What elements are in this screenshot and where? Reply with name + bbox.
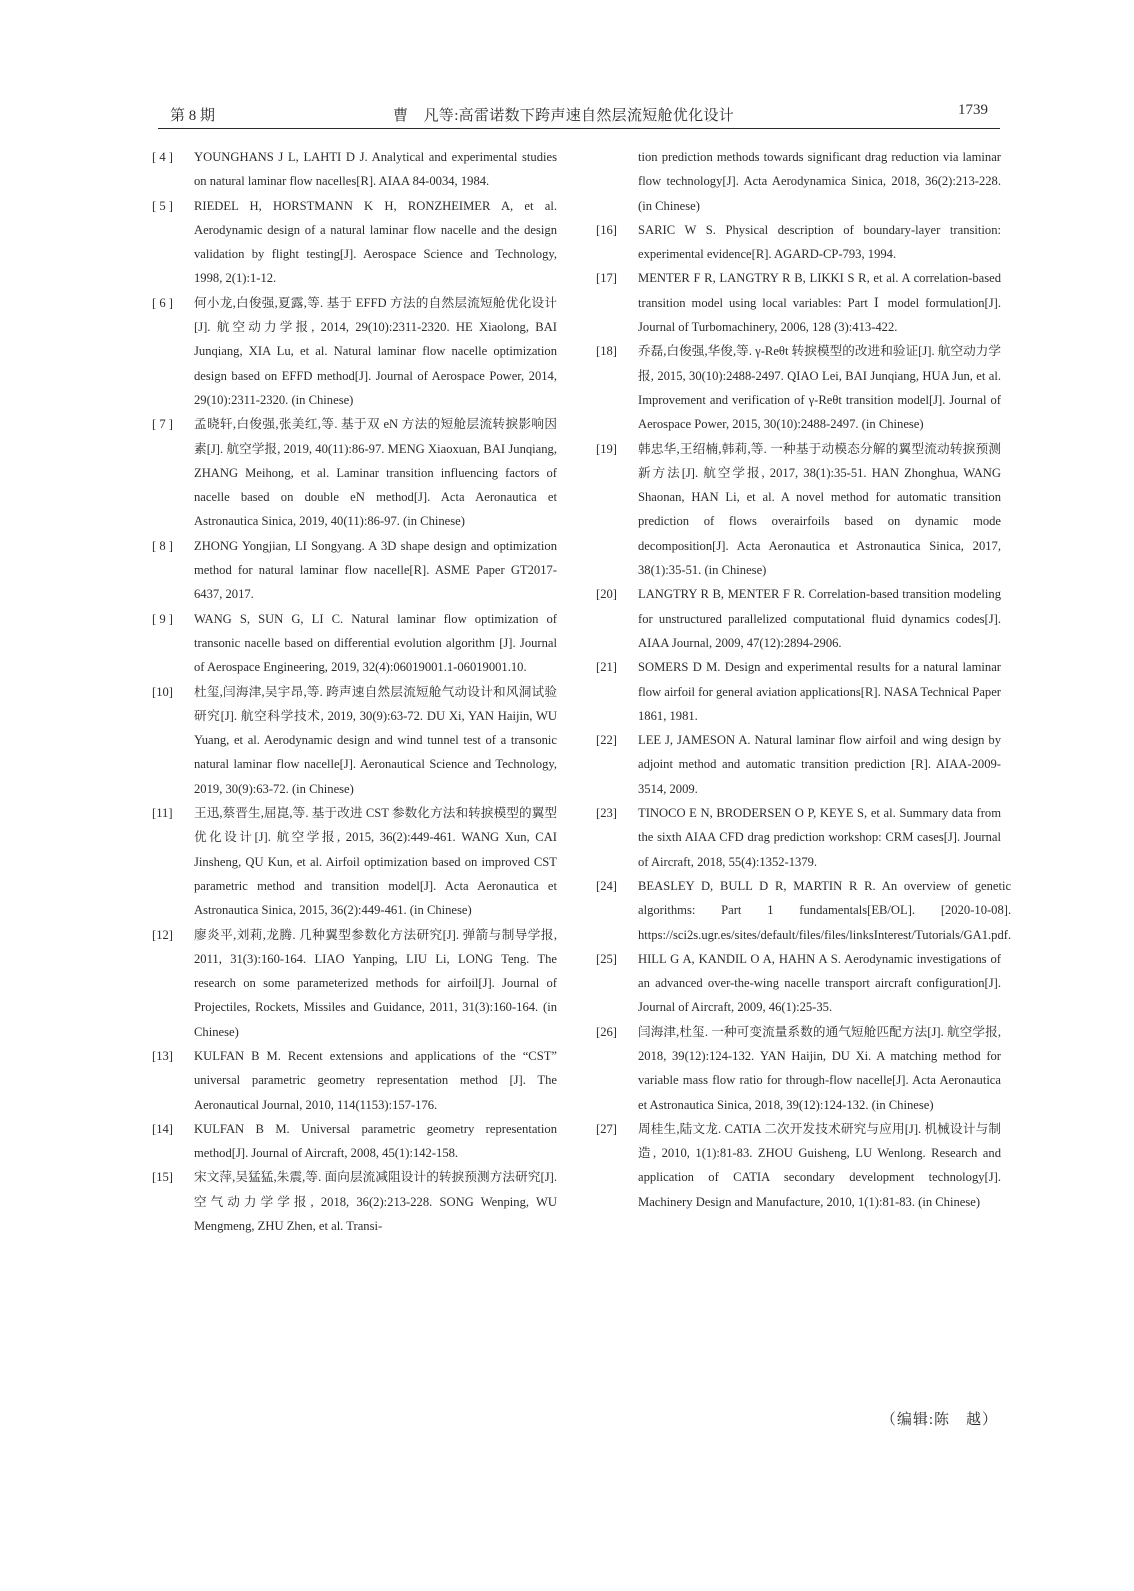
reference-text: HILL G A, KANDIL O A, HAHN A S. Aerodynamic investigations of an advanced over-the-wing nacelle transport aircraft configuration[J]. Journal of Aircraft, 2009, 46(1):25-35.	[638, 951, 1001, 1015]
reference-text: 闫海津,杜玺. 一种可变流量系数的通气短舱匹配方法[J]. 航空学报, 2018, 39(12):124-132. YAN Haijin, DU Xi. A matching method for variable mass flow ratio for through-flow nacelle[J]. Acta Aeronautica et Astronautica Sinica, 2018, 39(12):124-132. (in Chinese)	[638, 1024, 1001, 1112]
reference-number: [13]	[152, 1048, 173, 1063]
reference-item	[596, 801, 1001, 874]
reference-item	[152, 801, 557, 922]
reference-item	[596, 1117, 1001, 1214]
reference-text: RIEDEL H, HORSTMANN K H, RONZHEIMER A, et al. Aerodynamic design of a natural laminar flow nacelle and the design validation by flight testing[J]. Aerospace Science and Technology, 1998, 2(1):1-12.	[194, 198, 557, 286]
reference-text: LANGTRY R B, MENTER F R. Correlation-based transition modeling for unstructured parallelized computational fluid dynamics codes[J]. AIAA Journal, 2009, 47(12):2894-2906.	[638, 587, 1001, 650]
reference-item	[596, 218, 1001, 267]
reference-text: WANG S, SUN G, LI C. Natural laminar flow optimization of transonic nacelle based on differential evolution algorithm [J]. Journal of Aerospace Engineering, 2019, 32(4):06019001.1-06019001.10.	[194, 611, 557, 675]
running-title: 曹 凡等:高雷诺数下跨声速自然层流短舱优化设计	[393, 108, 735, 124]
page-header	[158, 100, 1000, 130]
reference-number: [27]	[596, 1121, 617, 1136]
reference-text: 廖炎平,刘莉,龙腾. 几种翼型参数化方法研究[J]. 弹箭与制导学报, 2011, 31(3):160-164. LIAO Yanping, LIU Li, LONG Teng. The research on some parameterized methods for airfoil[J]. Journal of Projectiles, Rockets, Missiles and Guidance, 2011, 31(3):160-164. (in Chinese)	[194, 927, 557, 1039]
reference-number: [10]	[152, 684, 173, 699]
reference-item	[596, 582, 1001, 655]
reference-number: [ 5 ]	[152, 198, 173, 213]
reference-number: [14]	[152, 1121, 173, 1136]
reference-number: [ 7 ]	[152, 417, 173, 432]
references-right-column	[596, 145, 1012, 1214]
reference-item	[152, 412, 557, 533]
reference-text: YOUNGHANS J L, LAHTI D J. Analytical and experimental studies on natural laminar flow nacelles[R]. AIAA 84-0034, 1984.	[194, 150, 557, 189]
reference-item	[596, 1020, 1001, 1117]
reference-text: KULFAN B M. Universal parametric geometry representation method[J]. Journal of Aircraft, 2008, 45(1):142-158.	[194, 1121, 557, 1161]
reference-number: [26]	[596, 1024, 617, 1039]
reference-item	[152, 1165, 557, 1238]
reference-text: 周桂生,陆文龙. CATIA 二次开发技术研究与应用[J]. 机械设计与制造, 2010, 1(1):81-83. ZHOU Guisheng, LU Wenlong. Research and application of CATIA secondary development technology[J]. Machinery Design and Manufacture, 2010, 1(1):81-83. (in Chinese)	[638, 1121, 1001, 1209]
references-left-column	[152, 145, 557, 1238]
reference-text: MENTER F R, LANGTRY R B, LIKKI S R, et al. A correlation-based transition model using local variables: Part Ⅰ model formulation[J]. Journal of Turbomachinery, 2006, 128 (3):413-422.	[638, 271, 1001, 335]
reference-text: 孟晓轩,白俊强,张美红,等. 基于双 eN 方法的短舱层流转捩影响因素[J]. 航空学报, 2019, 40(11):86-97. MENG Xiaoxuan, BAI Junqiang, ZHANG Meihong, et al. Laminar transition influencing factors of nacelle based on double eN method[J]. Acta Aeronautica et Astronautica Sinica, 2019, 40(11):86-97. (in Chinese)	[194, 417, 557, 529]
reference-number: [24]	[596, 878, 617, 893]
reference-item	[596, 266, 1001, 339]
reference-number: [22]	[596, 733, 617, 748]
reference-number: [17]	[596, 271, 617, 286]
reference-number: [11]	[152, 806, 173, 821]
reference-item	[596, 728, 1001, 801]
reference-number: [18]	[596, 344, 617, 359]
reference-text: SOMERS D M. Design and experimental results for a natural laminar flow airfoil for general aviation applications[R]. NASA Technical Paper 1861, 1981.	[638, 660, 1001, 723]
reference-number: [12]	[152, 927, 173, 942]
reference-text: 韩忠华,王绍楠,韩莉,等. 一种基于动模态分解的翼型流动转捩预测新方法[J]. 航空学报, 2017, 38(1):35-51. HAN Zhonghua, WANG Shaonan, HAN Li, et al. A novel method for automatic transition prediction of flows overairfoils based on dynamic mode decomposition[J]. Acta Aeronautica et Astronautica Sinica, 2017, 38(1):35-51. (in Chinese)	[638, 441, 1001, 578]
reference-number: [16]	[596, 222, 617, 237]
reference-item	[152, 680, 557, 801]
reference-number: [19]	[596, 441, 617, 456]
reference-text: 宋文萍,吴猛猛,朱震,等. 面向层流减阻设计的转捩预测方法研究[J]. 空气动力学学报, 2018, 36(2):213-228. SONG Wenping, WU Mengmeng, ZHU Zhen, et al. Transi-	[194, 1170, 557, 1234]
reference-item	[152, 145, 557, 194]
reference-item	[596, 339, 1001, 436]
reference-continuation: tion prediction methods towards significant drag reduction via laminar flow technology[J]. Acta Aerodynamica Sinica, 2018, 36(2):213-228. (in Chinese)	[638, 150, 1001, 213]
reference-text: 何小龙,白俊强,夏露,等. 基于 EFFD 方法的自然层流短舱优化设计[J]. 航空动力学报, 2014, 29(10):2311-2320. HE Xiaolong, BAI Junqiang, XIA Lu, et al. Natural laminar flow nacelle optimization design based on EFFD method[J]. Journal of Aerospace Power, 2014, 29(10):2311-2320. (in Chinese)	[194, 295, 557, 407]
reference-text: LEE J, JAMESON A. Natural laminar flow airfoil and wing design by adjoint method and automatic transition prediction [R]. AIAA-2009-3514, 2009.	[638, 733, 1001, 796]
reference-item	[152, 1117, 557, 1166]
reference-number: [23]	[596, 806, 617, 821]
reference-text: TINOCO E N, BRODERSEN O P, KEYE S, et al. Summary data from the sixth AIAA CFD drag prediction workshop: CRM cases[J]. Journal of Aircraft, 2018, 55(4):1352-1379.	[638, 806, 1001, 869]
reference-number: [ 6 ]	[152, 295, 173, 310]
reference-text: ZHONG Yongjian, LI Songyang. A 3D shape design and optimization method for natural laminar flow nacelle[R]. ASME Paper GT2017-6437, 2017.	[194, 538, 557, 602]
reference-item	[152, 1044, 557, 1117]
editor-note: （编辑:陈 越）	[880, 1412, 998, 1428]
reference-text: KULFAN B M. Recent extensions and applications of the “CST” universal parametric geometry representation method [J]. The Aeronautical Journal, 2010, 114(1153):157-176.	[194, 1048, 557, 1112]
reference-item	[152, 923, 557, 1044]
reference-text: SARIC W S. Physical description of boundary-layer transition: experimental evidence[R]. AGARD-CP-793, 1994.	[638, 222, 1001, 262]
reference-number: [ 8 ]	[152, 538, 173, 553]
reference-item	[596, 874, 1012, 947]
reference-item	[152, 607, 557, 680]
reference-number: [15]	[152, 1170, 173, 1185]
reference-number: [21]	[596, 660, 617, 675]
reference-text: 杜玺,闫海津,吴宇昂,等. 跨声速自然层流短舱气动设计和风洞试验研究[J]. 航空科学技术, 2019, 30(9):63-72. DU Xi, YAN Haijin, WU Yuang, et al. Aerodynamic design and wind tunnel test of a transonic natural laminar flow nacelle[J]. Aeronautical Science and Technology, 2019, 30(9):63-72. (in Chinese)	[194, 684, 557, 796]
reference-item	[596, 947, 1001, 1020]
reference-item	[152, 194, 557, 291]
reference-text: 王迅,蔡晋生,屈崑,等. 基于改进 CST 参数化方法和转捩模型的翼型优化设计[J]. 航空学报, 2015, 36(2):449-461. WANG Xun, CAI Jinsheng, QU Kun, et al. Airfoil optimization based on improved CST parametric method and transition model[J]. Acta Aeronautica et Astronautica Sinica, 2015, 36(2):449-461. (in Chinese)	[194, 806, 557, 918]
reference-item	[152, 291, 557, 412]
reference-item	[152, 534, 557, 607]
header-rule	[158, 128, 1000, 129]
reference-number: [20]	[596, 587, 617, 602]
reference-number: [ 4 ]	[152, 150, 173, 164]
reference-item	[596, 655, 1001, 728]
reference-number: [ 9 ]	[152, 611, 173, 626]
reference-item	[596, 437, 1001, 583]
issue-label: 第 8 期	[170, 108, 216, 124]
reference-text: 乔磊,白俊强,华俊,等. γ-Reθt 转捩模型的改进和验证[J]. 航空动力学报, 2015, 30(10):2488-2497. QIAO Lei, BAI Junqiang, HUA Jun, et al. Improvement and verification of γ-Reθt transition model[J]. Journal of Aerospace Power, 2015, 30(10):2488-2497. (in Chinese)	[638, 344, 1001, 432]
page-number: 1739	[958, 102, 988, 118]
reference-text: BEASLEY D, BULL D R, MARTIN R R. An overview of genetic algorithms: Part 1 fundamentals[EB/OL]. [2020-10-08]. https://sci2s.ugr.es/sites/default/files/files/linksInterest/Tutorials/GA1.pdf.	[638, 878, 1012, 942]
reference-number: [25]	[596, 951, 617, 966]
